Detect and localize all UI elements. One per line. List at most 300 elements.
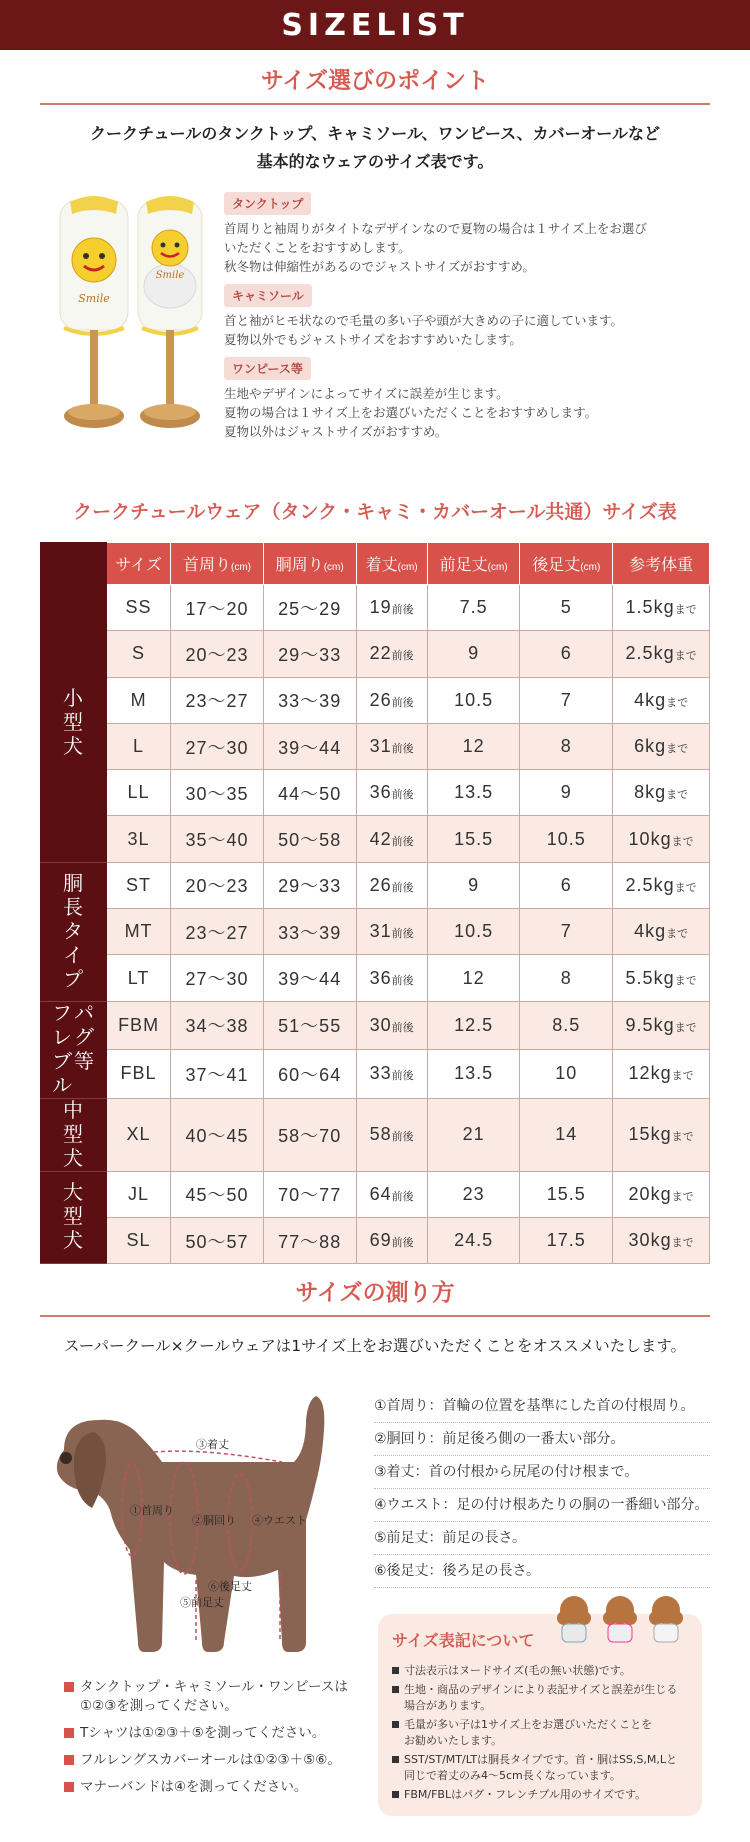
note-item <box>392 1682 688 1714</box>
group-label <box>41 862 107 1001</box>
point-tag-onepiece: ワンピース等 <box>224 357 311 380</box>
size-cell-value: 23 <box>462 1183 485 1204</box>
size-cell-value: FBL <box>120 1063 157 1084</box>
size-cell-value: 64 <box>369 1183 392 1204</box>
weight-suffix: まで <box>671 1070 694 1083</box>
size-cell <box>107 723 171 769</box>
size-cell <box>356 1171 427 1217</box>
size-cell <box>520 1050 613 1099</box>
size-cell-value: 7.5 <box>459 597 488 618</box>
size-cell <box>171 677 264 723</box>
length-suffix: 前後 <box>391 1131 414 1144</box>
header-corner <box>41 543 107 585</box>
size-cell <box>613 816 710 862</box>
point-tag-tanktop: タンクトップ <box>224 192 311 215</box>
note-square <box>392 1756 399 1763</box>
size-row <box>41 816 710 862</box>
length-suffix: 前後 <box>391 1237 414 1250</box>
size-cell-value: 20kg <box>628 1183 672 1204</box>
size-cell <box>427 862 520 908</box>
mannequin-right-print: Smile <box>155 270 185 281</box>
size-cell-value: 34〜38 <box>185 1016 249 1037</box>
size-cell-value: 2.5kg <box>625 874 675 895</box>
size-cell <box>520 1171 613 1217</box>
size-cell <box>356 631 427 677</box>
size-cell-value: 15.5 <box>546 1183 586 1204</box>
bullet-item <box>64 1751 364 1770</box>
length-suffix: 前後 <box>391 604 414 617</box>
measure-step: ③着丈：首の付根から尻尾の付け根まで。 <box>374 1456 710 1489</box>
size-cell <box>427 816 520 862</box>
size-cell-value: 30〜35 <box>185 783 249 804</box>
measure-title: サイズの測り方 <box>295 1280 455 1306</box>
bullet-square <box>64 1782 74 1792</box>
size-cell-value: SS <box>125 597 152 618</box>
size-cell <box>613 909 710 955</box>
size-cell-value: 8 <box>560 967 572 988</box>
note-line: SST/ST/MT/LTは胴長タイプです。首・胴はSS,S,M,Lと <box>404 1753 678 1766</box>
bullet-line: フルレングスカバーオールは①②③＋⑤⑥。 <box>80 1752 341 1768</box>
note-line: 毛量が多い子は1サイズ上をお選びいただくことを <box>404 1718 653 1731</box>
header-unit: (cm) <box>580 562 601 573</box>
size-cell <box>520 1217 613 1263</box>
bullet-square <box>64 1682 74 1692</box>
weight-suffix: まで <box>666 696 689 709</box>
header-size <box>107 543 171 585</box>
size-cell <box>263 770 356 816</box>
mannequins-photo <box>50 190 210 460</box>
mannequin-right <box>138 196 202 428</box>
size-cell <box>613 770 710 816</box>
bullet-line: マナーバンドは④を測ってください。 <box>80 1779 308 1795</box>
size-cell <box>427 909 520 955</box>
size-cell <box>107 770 171 816</box>
header-chest <box>263 543 356 585</box>
weight-suffix: まで <box>674 881 697 894</box>
size-cell-value: 50〜57 <box>185 1231 249 1252</box>
size-cell <box>263 862 356 908</box>
size-cell <box>520 1001 613 1050</box>
size-cell <box>171 1050 264 1099</box>
header-unit: (cm) <box>230 562 251 573</box>
size-cell <box>356 1050 427 1099</box>
measure-step: ④ウエスト：足の付け根あたりの胴の一番細い部分。 <box>374 1489 710 1522</box>
size-cell <box>356 1098 427 1171</box>
header-label: 後足丈 <box>532 557 581 574</box>
measure-step: ②胴回り：前足後ろ側の一番太い部分。 <box>374 1423 710 1456</box>
note-square <box>392 1686 399 1693</box>
note-line: 生地・商品のデザインにより表記サイズと誤差が生じる <box>404 1683 678 1696</box>
dog-label-hind: ⑥後足丈 <box>208 1581 252 1593</box>
intro-line-1: クークチュールのタンクトップ、キャミソール、ワンピース、カバーオールなど <box>90 124 660 143</box>
bullet-line: タンクトップ・キャミソール・ワンピースは <box>80 1679 348 1695</box>
size-cell <box>520 955 613 1001</box>
size-cell <box>613 955 710 1001</box>
bullet-square <box>64 1728 74 1738</box>
size-cell-value: 10kg <box>628 828 672 849</box>
size-cell-value: 6 <box>560 874 572 895</box>
header-bar <box>0 0 750 50</box>
measure-step: ⑥後足丈：後ろ足の長さ。 <box>374 1555 710 1588</box>
size-cell-value: 39〜44 <box>278 969 342 990</box>
size-cell <box>356 909 427 955</box>
group-label <box>41 585 107 863</box>
intro-line-2: 基本的なウェアのサイズ表です。 <box>256 152 494 171</box>
size-cell <box>263 631 356 677</box>
header-title: SIZELIST <box>281 7 469 43</box>
size-cell <box>263 955 356 1001</box>
measure-step: ①首周り：首輪の位置を基準にした首の付根周り。 <box>374 1390 710 1423</box>
size-cell-value: 26 <box>369 689 392 710</box>
size-cell-value: MT <box>124 921 153 942</box>
size-cell <box>356 585 427 631</box>
mannequin-left <box>60 196 128 428</box>
size-cell <box>107 677 171 723</box>
measure-lead: スーパークール×クールウェアは1サイズ上をお選びいただくことをオススメいたします。 <box>64 1337 686 1355</box>
size-cell-value: 5 <box>560 597 572 618</box>
size-cell-value: 12kg <box>628 1063 672 1084</box>
size-cell-value: 23〜27 <box>185 922 249 943</box>
size-cell-value: 35〜40 <box>185 830 249 851</box>
size-cell <box>520 770 613 816</box>
size-cell-value: 21 <box>462 1124 485 1145</box>
size-cell <box>427 955 520 1001</box>
note-line: 同じで着丈のみ4〜5cm長くなっています。 <box>404 1769 621 1782</box>
size-cell <box>613 1050 710 1099</box>
points-title: サイズ選びのポイント <box>260 68 490 94</box>
size-cell-value: 7 <box>560 921 572 942</box>
point-line: 首周りと袖周りがタイトなデザインなので夏物の場合は１サイズ上をお選び <box>224 221 647 236</box>
weight-suffix: まで <box>666 743 689 756</box>
measure-step: ⑤前足丈：前足の長さ。 <box>374 1522 710 1555</box>
note-item <box>392 1663 688 1679</box>
size-cell-value: 27〜30 <box>185 969 249 990</box>
length-suffix: 前後 <box>391 835 414 848</box>
dog-label-neck: ①首周り <box>130 1505 174 1517</box>
weight-suffix: まで <box>671 1190 694 1203</box>
size-cell <box>263 723 356 769</box>
size-cell <box>520 909 613 955</box>
size-cell-value: 24.5 <box>454 1230 494 1251</box>
points-rule <box>40 103 710 105</box>
note-line: 寸法表示はヌードサイズ(毛の無い状態)です。 <box>404 1664 631 1677</box>
size-row <box>41 862 710 908</box>
size-cell <box>356 770 427 816</box>
size-cell <box>171 862 264 908</box>
group-label <box>41 1001 107 1098</box>
group-label <box>41 1171 107 1264</box>
size-cell-value: 15kg <box>628 1124 672 1145</box>
size-cell <box>520 631 613 677</box>
size-cell <box>613 1098 710 1171</box>
length-suffix: 前後 <box>391 789 414 802</box>
size-cell <box>171 1001 264 1050</box>
size-cell-value: 6 <box>560 643 572 664</box>
bullet-line: ①②③を測ってください。 <box>80 1698 238 1714</box>
group-label-part: フレブル <box>52 1002 73 1097</box>
size-cell-value: 9.5kg <box>625 1014 675 1035</box>
size-row <box>41 1050 710 1099</box>
size-cell-value: 40〜45 <box>185 1125 249 1146</box>
points-header <box>0 62 750 105</box>
measure-bullets <box>64 1678 364 1805</box>
size-cell-value: S <box>132 643 146 664</box>
size-cell-value: 8kg <box>634 782 667 803</box>
size-cell <box>356 955 427 1001</box>
size-cell <box>356 816 427 862</box>
size-cell-value: XL <box>126 1124 151 1145</box>
size-cell <box>613 862 710 908</box>
length-suffix: 前後 <box>391 1021 414 1034</box>
size-cell <box>520 862 613 908</box>
size-cell-value: 20〜23 <box>185 876 249 897</box>
size-cell <box>356 862 427 908</box>
size-cell-value: 6kg <box>634 736 667 757</box>
size-cell <box>613 585 710 631</box>
header-label: 参考体重 <box>629 557 694 574</box>
weight-suffix: まで <box>674 974 697 987</box>
length-suffix: 前後 <box>391 1190 414 1203</box>
size-cell <box>427 585 520 631</box>
size-row <box>41 631 710 677</box>
length-suffix: 前後 <box>391 743 414 756</box>
size-cell <box>171 1171 264 1217</box>
bullet-item <box>64 1778 364 1797</box>
size-cell <box>263 1217 356 1263</box>
size-cell <box>263 1050 356 1099</box>
size-row <box>41 1171 710 1217</box>
point-line: 秋冬物は伸縮性があるのでジャストサイズがおすすめ。 <box>224 259 535 274</box>
size-row <box>41 723 710 769</box>
point-tanktop <box>224 192 704 276</box>
note-item <box>392 1752 688 1784</box>
point-text-onepiece <box>224 384 704 441</box>
weight-suffix: まで <box>666 928 689 941</box>
size-cell-value: 36 <box>369 967 392 988</box>
size-cell-value: 14 <box>555 1124 578 1145</box>
size-cell-value: 10.5 <box>546 828 586 849</box>
size-cell-value: 31 <box>369 921 392 942</box>
size-cell <box>613 677 710 723</box>
length-suffix: 前後 <box>391 974 414 987</box>
size-cell <box>263 677 356 723</box>
size-cell <box>356 677 427 723</box>
dog-label-front: ⑤前足丈 <box>180 1597 224 1609</box>
notes-title: サイズ表記について <box>392 1631 535 1650</box>
bullet-item <box>64 1724 364 1743</box>
size-cell-value: 9 <box>468 643 480 664</box>
size-cell-value: 10.5 <box>454 689 494 710</box>
point-onepiece <box>224 357 704 441</box>
dog-label-length: ③着丈 <box>196 1439 229 1451</box>
size-cell-value: 26 <box>369 874 392 895</box>
size-cell-value: 37〜41 <box>185 1064 249 1085</box>
length-line <box>154 1451 282 1462</box>
size-cell <box>613 723 710 769</box>
note-square <box>392 1721 399 1728</box>
length-suffix: 前後 <box>391 1070 414 1083</box>
size-table-header-row <box>41 543 710 585</box>
size-cell-value: 12 <box>462 736 485 757</box>
size-cell <box>263 1171 356 1217</box>
size-cell-value: 13.5 <box>454 782 494 803</box>
size-cell-value: 3L <box>127 828 150 849</box>
size-cell <box>520 677 613 723</box>
point-camisole <box>224 284 704 349</box>
size-cell-value: 19 <box>369 597 392 618</box>
mannequin-left-print: Smile <box>78 292 110 305</box>
size-cell-value: 7 <box>560 689 572 710</box>
size-cell-value: 27〜30 <box>185 737 249 758</box>
note-square <box>392 1667 399 1674</box>
size-cell-value: 1.5kg <box>625 597 675 618</box>
header-label: 首周り <box>182 557 231 574</box>
point-line: 夏物以外はジャストサイズがおすすめ。 <box>224 424 448 439</box>
size-cell-value: 51〜55 <box>278 1016 342 1037</box>
length-suffix: 前後 <box>391 928 414 941</box>
weight-suffix: まで <box>671 835 694 848</box>
size-cell <box>107 955 171 1001</box>
length-suffix: 前後 <box>391 696 414 709</box>
size-cell-value: LT <box>127 967 150 988</box>
point-line: 首と袖がヒモ状なので毛量の多い子や頭が大きめの子に適しています。 <box>224 313 624 328</box>
points-list <box>224 192 704 449</box>
size-cell-value: 20〜23 <box>185 644 249 665</box>
header-weight <box>613 543 710 585</box>
size-cell-value: 17.5 <box>546 1230 586 1251</box>
size-cell-value: 8 <box>560 736 572 757</box>
size-cell <box>107 816 171 862</box>
size-cell-value: 42 <box>369 828 392 849</box>
weight-suffix: まで <box>671 1131 694 1144</box>
size-cell-value: 10 <box>555 1063 578 1084</box>
point-tag-camisole: キャミソール <box>224 284 312 307</box>
size-cell <box>107 1050 171 1099</box>
size-cell <box>263 816 356 862</box>
size-cell-value: 12.5 <box>454 1014 494 1035</box>
size-cell <box>171 816 264 862</box>
note-square <box>392 1791 399 1798</box>
point-line: 夏物以外でもジャストサイズをおすすめいたします。 <box>224 332 522 347</box>
note-line: お勧めいたします。 <box>404 1734 503 1747</box>
size-cell <box>171 909 264 955</box>
size-cell-value: 12 <box>462 967 485 988</box>
size-cell <box>171 955 264 1001</box>
dog-label-chest: ②胴回り <box>192 1515 236 1527</box>
size-cell-value: 30 <box>369 1014 392 1035</box>
size-cell <box>171 1217 264 1263</box>
size-cell <box>427 1050 520 1099</box>
size-cell-value: 70〜77 <box>278 1185 342 1206</box>
points-block <box>40 190 710 460</box>
length-suffix: 前後 <box>391 650 414 663</box>
size-cell-value: 60〜64 <box>278 1064 342 1085</box>
size-cell-value: 9 <box>468 874 480 895</box>
size-cell-value: 25〜29 <box>278 598 342 619</box>
group-label-part: 胴長タイプ <box>63 872 84 991</box>
size-row <box>41 770 710 816</box>
points-intro <box>0 120 750 176</box>
size-row <box>41 909 710 955</box>
size-cell-value: 33〜39 <box>278 922 342 943</box>
size-cell <box>427 631 520 677</box>
size-cell-value: 58〜70 <box>278 1125 342 1146</box>
size-cell <box>263 585 356 631</box>
size-row <box>41 677 710 723</box>
size-cell <box>107 1001 171 1050</box>
size-cell-value: SL <box>126 1230 151 1251</box>
size-cell-value: 31 <box>369 736 392 757</box>
size-notes-box <box>378 1614 702 1816</box>
header-neck <box>171 543 264 585</box>
size-cell-value: FBM <box>118 1014 160 1035</box>
size-cell-value: 8.5 <box>552 1014 581 1035</box>
size-row <box>41 585 710 631</box>
size-cell <box>171 1098 264 1171</box>
size-cell <box>263 1098 356 1171</box>
size-cell-value: 39〜44 <box>278 737 342 758</box>
header-label: 前足丈 <box>439 557 488 574</box>
size-cell-value: 13.5 <box>454 1063 494 1084</box>
size-cell <box>107 1217 171 1263</box>
size-cell <box>613 1001 710 1050</box>
group-label <box>41 1098 107 1171</box>
size-cell <box>427 1217 520 1263</box>
size-row <box>41 955 710 1001</box>
point-line: いただくことをおすすめします。 <box>224 240 411 255</box>
point-text-tanktop <box>224 219 704 276</box>
size-cell-value: 45〜50 <box>185 1185 249 1206</box>
note-item <box>392 1717 688 1749</box>
length-suffix: 前後 <box>391 881 414 894</box>
measure-rule <box>40 1315 710 1317</box>
size-cell-value: 22 <box>369 643 392 664</box>
point-line: 生地やデザインによってサイズに誤差が生じます。 <box>224 386 509 401</box>
size-cell <box>171 631 264 677</box>
weight-suffix: まで <box>674 1021 697 1034</box>
size-row <box>41 1001 710 1050</box>
header-unit: (cm) <box>323 562 344 573</box>
size-cell <box>107 631 171 677</box>
size-cell-value: 2.5kg <box>625 643 675 664</box>
size-cell-value: 23〜27 <box>185 691 249 712</box>
size-row <box>41 1098 710 1171</box>
size-cell-value: 33〜39 <box>278 691 342 712</box>
size-cell <box>107 585 171 631</box>
weight-suffix: まで <box>671 1237 694 1250</box>
size-cell-value: 17〜20 <box>185 598 249 619</box>
size-cell <box>356 1217 427 1263</box>
size-cell-value: L <box>133 736 145 757</box>
size-cell-value: 33 <box>369 1063 392 1084</box>
size-cell-value: 15.5 <box>454 828 494 849</box>
size-cell <box>356 723 427 769</box>
weight-suffix: まで <box>674 650 697 663</box>
size-cell <box>427 770 520 816</box>
size-cell <box>427 1098 520 1171</box>
size-cell <box>171 723 264 769</box>
size-cell-value: LL <box>127 782 150 803</box>
header-hind-leg <box>520 543 613 585</box>
size-cell <box>613 631 710 677</box>
size-cell-value: 44〜50 <box>278 783 342 804</box>
size-cell <box>520 1098 613 1171</box>
poodles-photo <box>552 1588 692 1648</box>
size-table-body <box>41 585 710 1264</box>
size-cell <box>107 1098 171 1171</box>
header-label: 胴周り <box>275 557 324 574</box>
size-cell <box>427 723 520 769</box>
